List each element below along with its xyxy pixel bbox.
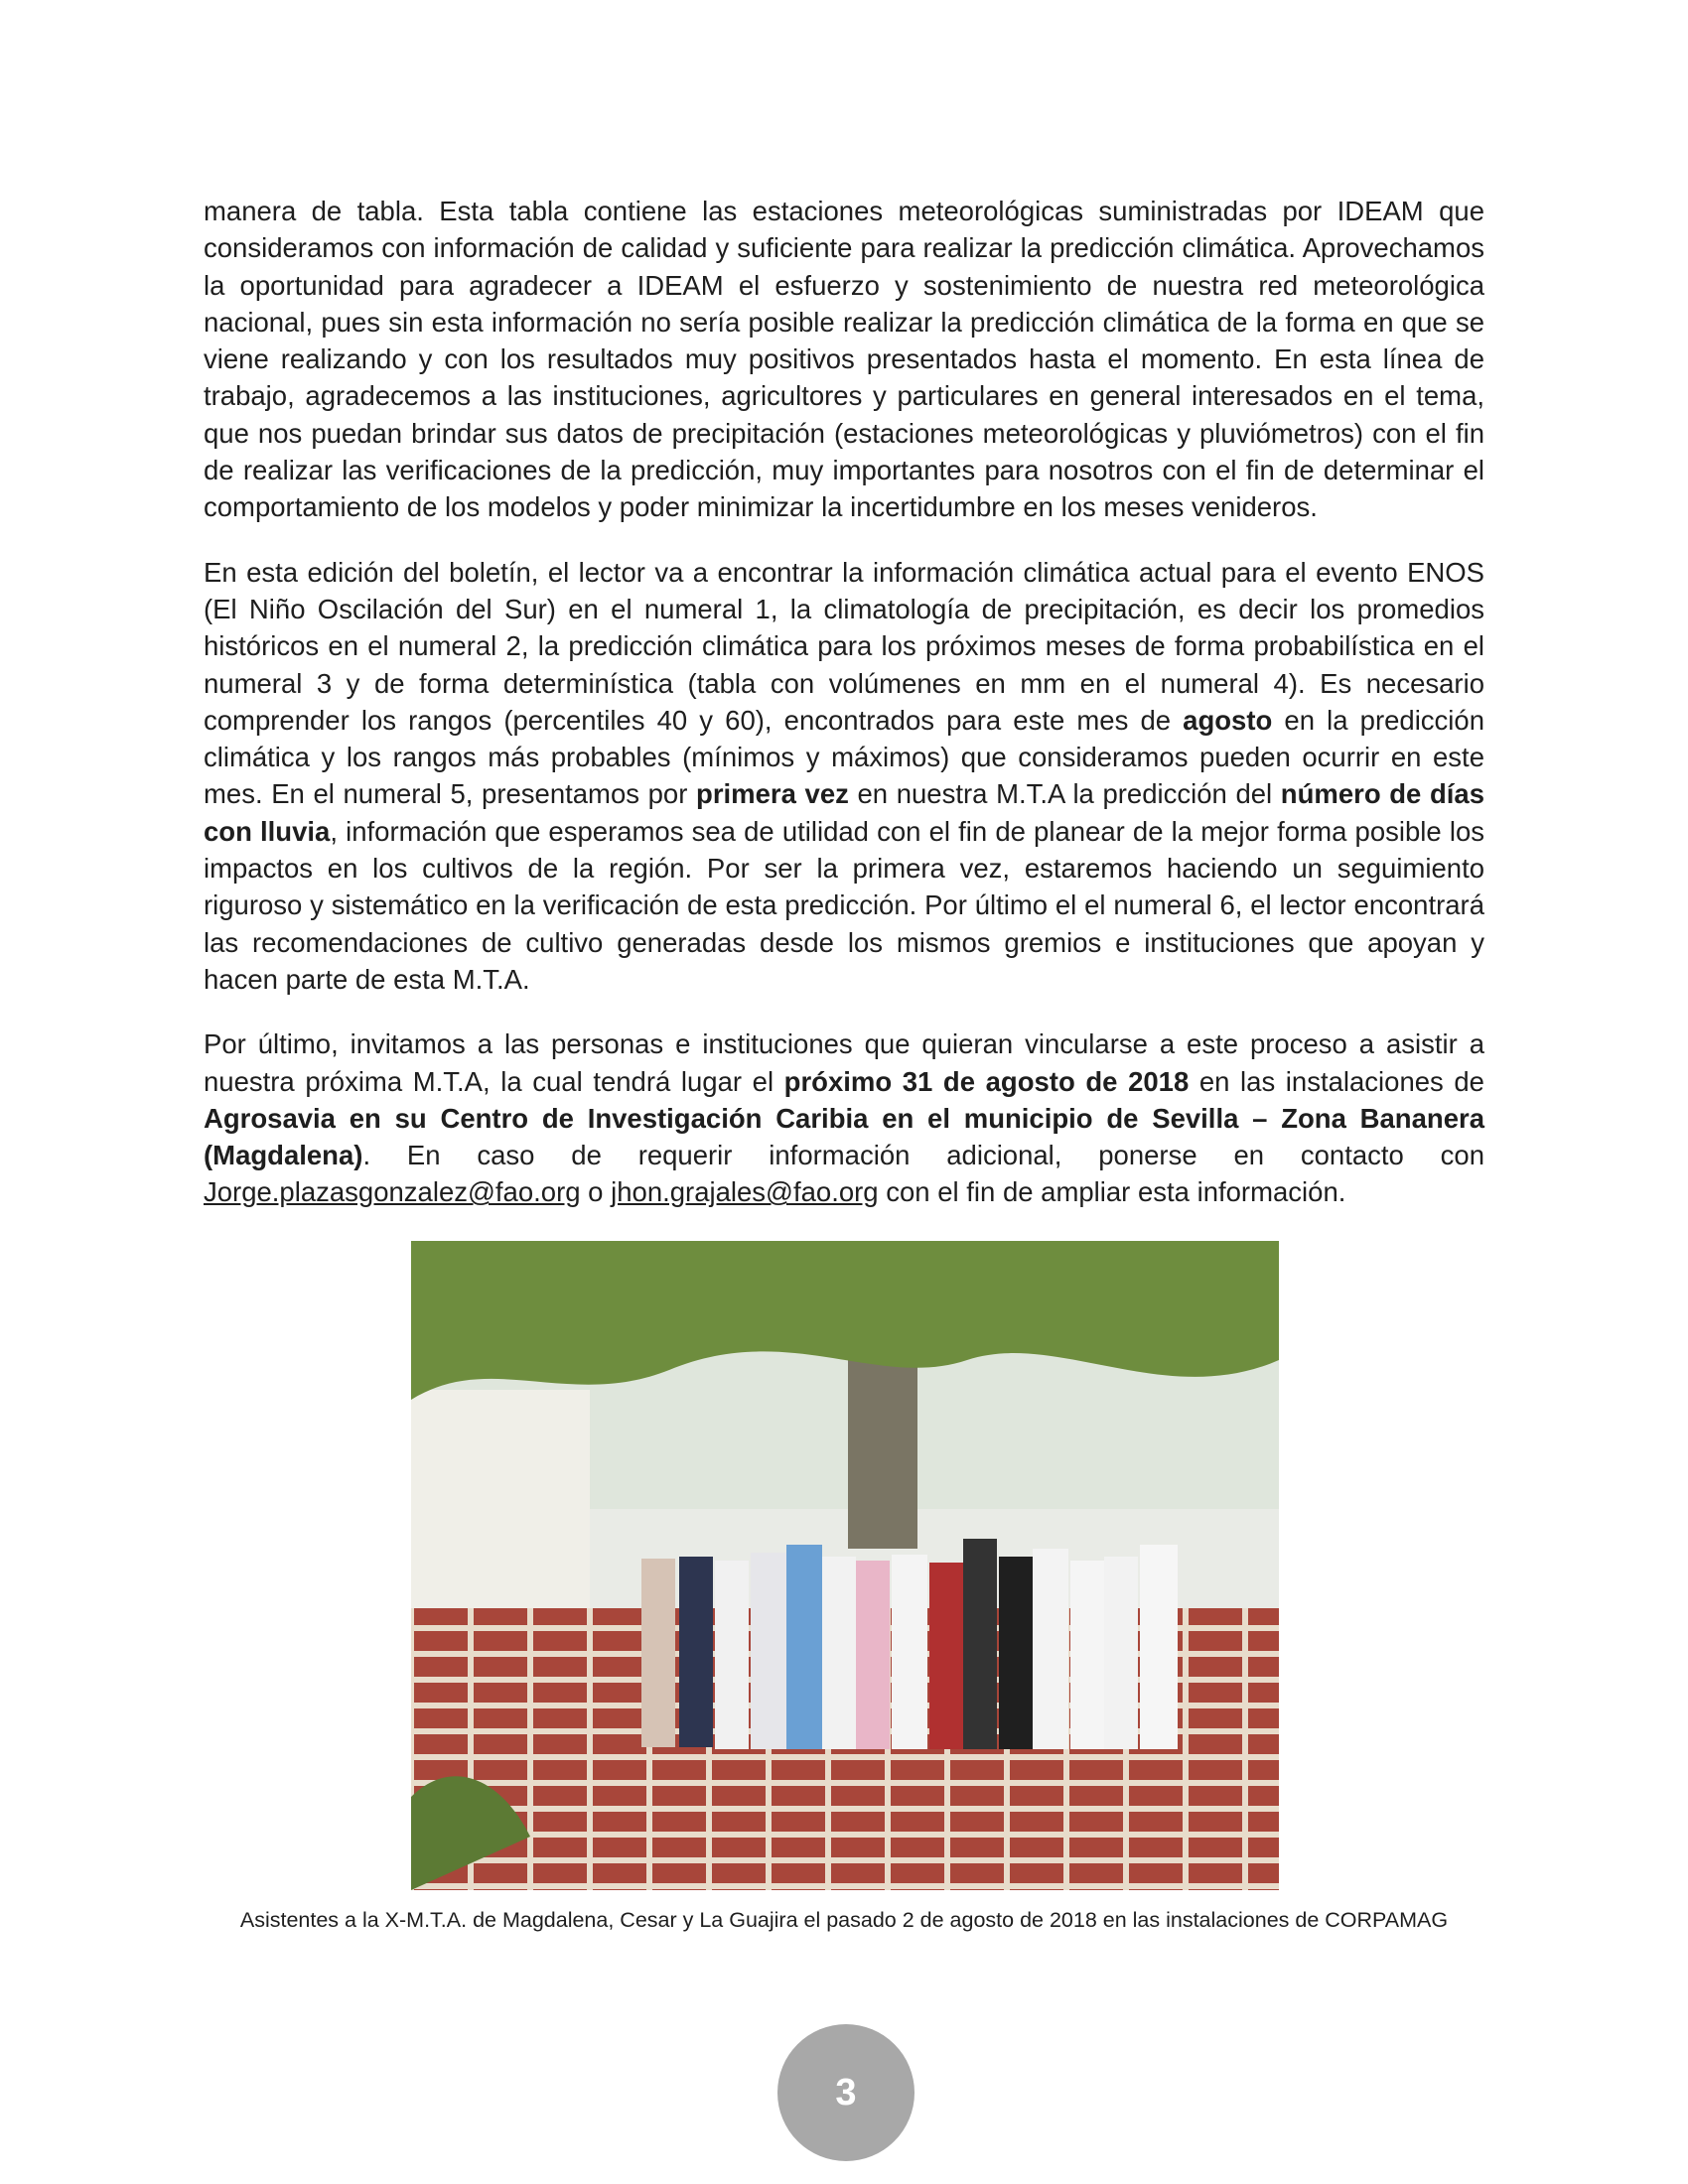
- building: [411, 1390, 590, 1628]
- paragraph-3-text-b: en las instalaciones de: [1189, 1065, 1484, 1097]
- paragraph-2-text-d: , información que esperamos sea de utilidad con el fin de planear de la mejor forma posible los impactos en los cultivos de la región. Por ser la primera vez, estaremos haciendo un seguimiento riguroso y sistemático en la verificación de esta predicción. Por último el el numeral 6, el lector encontrará las recomendaciones de cultivo generadas desde los mismos gremios e instituciones que apoyan y hacen parte de esta M.T.A.: [204, 815, 1484, 995]
- bold-first-time: primera vez: [696, 778, 849, 810]
- page-number: 3: [777, 2024, 914, 2161]
- paragraph-2-text-c: en nuestra M.T.A la predicción del: [848, 778, 1281, 810]
- bold-month: agosto: [1183, 704, 1273, 736]
- bold-next-date: próximo 31 de agosto de 2018: [783, 1065, 1190, 1097]
- body-text: [204, 193, 1484, 1239]
- paragraph-2: [204, 554, 1484, 999]
- group-photo: [411, 1241, 1279, 1890]
- paragraph-2-text-a: En esta edición del boletín, el lector va a encontrar la información climática actual para el evento ENOS (El Niño Oscilación del Sur) en el numeral 1, la climatología de precipitación, es decir los promedios históricos en el numeral 2, la predicción climática para los próximos meses de forma probabilística en el numeral 3 y de forma determinística (tabla con volúmenes en mm en el numeral 4). Es necesario comprender los rangos (percentiles 40 y 60), encontrados para este mes de: [204, 556, 1484, 736]
- paragraph-1: [204, 193, 1484, 526]
- paragraph-3-text-c: . En caso de requerir información adicional, ponerse en contacto con: [362, 1140, 1484, 1171]
- bold-rain-days: número de días con lluvia: [204, 778, 1484, 847]
- tree-trunk: [848, 1350, 917, 1549]
- paragraph-3-text-d: o: [580, 1176, 612, 1208]
- paragraph-3-text-e: con el fin de ampliar esta información.: [878, 1176, 1346, 1208]
- email-link-jhon[interactable]: jhon.grajales@fao.org: [611, 1176, 879, 1208]
- bold-venue: Agrosavia en su Centro de Investigación Caribia en el municipio de Sevilla – Zona Bananera (Magdalena): [204, 1102, 1484, 1171]
- paragraph-3: [204, 1025, 1484, 1210]
- paragraph-2-text-b: en la predicción climática y los rangos más probables (mínimos y máximos) que consideramos pueden ocurrir en este mes. En el numeral 5, presentamos por: [204, 704, 1485, 810]
- email-link-jorge[interactable]: Jorge.plazasgonzalez@fao.org: [204, 1176, 581, 1208]
- paragraph-1-text: manera de tabla. Esta tabla contiene las estaciones meteorológicas suministradas por IDEAM que consideramos con información de calidad y suficiente para realizar la predicción climática. Aprovechamos la oportunidad para agradecer a IDEAM el esfuerzo y sostenimiento de nuestra red meteorológica nacional, pues sin esta información no sería posible realizar la predicción climática de la forma en que se viene realizando y con los resultados muy positivos presentados hasta el momento. En esta línea de trabajo, agradecemos a las instituciones, agricultores y particulares en general interesados en el tema, que nos puedan brindar sus datos de precipitación (estaciones meteorológicas y pluviómetros) con el fin de realizar las verificaciones de la predicción, muy importantes para nosotros con el fin de determinar el comportamiento de los modelos y poder minimizar la incertidumbre en los meses venideros.: [204, 196, 1484, 523]
- group-of-people: [641, 1539, 1178, 1749]
- paragraph-3-text-a: Por último, invitamos a las personas e instituciones que quieran vincularse a este proceso a asistir a nuestra próxima M.T.A, la cual tendrá lugar el: [204, 1028, 1484, 1097]
- figure-caption: Asistentes a la X-M.T.A. de Magdalena, Cesar y La Guajira el pasado 2 de agosto de 2018 en las instalaciones de CORPAMAG: [239, 1908, 1449, 1932]
